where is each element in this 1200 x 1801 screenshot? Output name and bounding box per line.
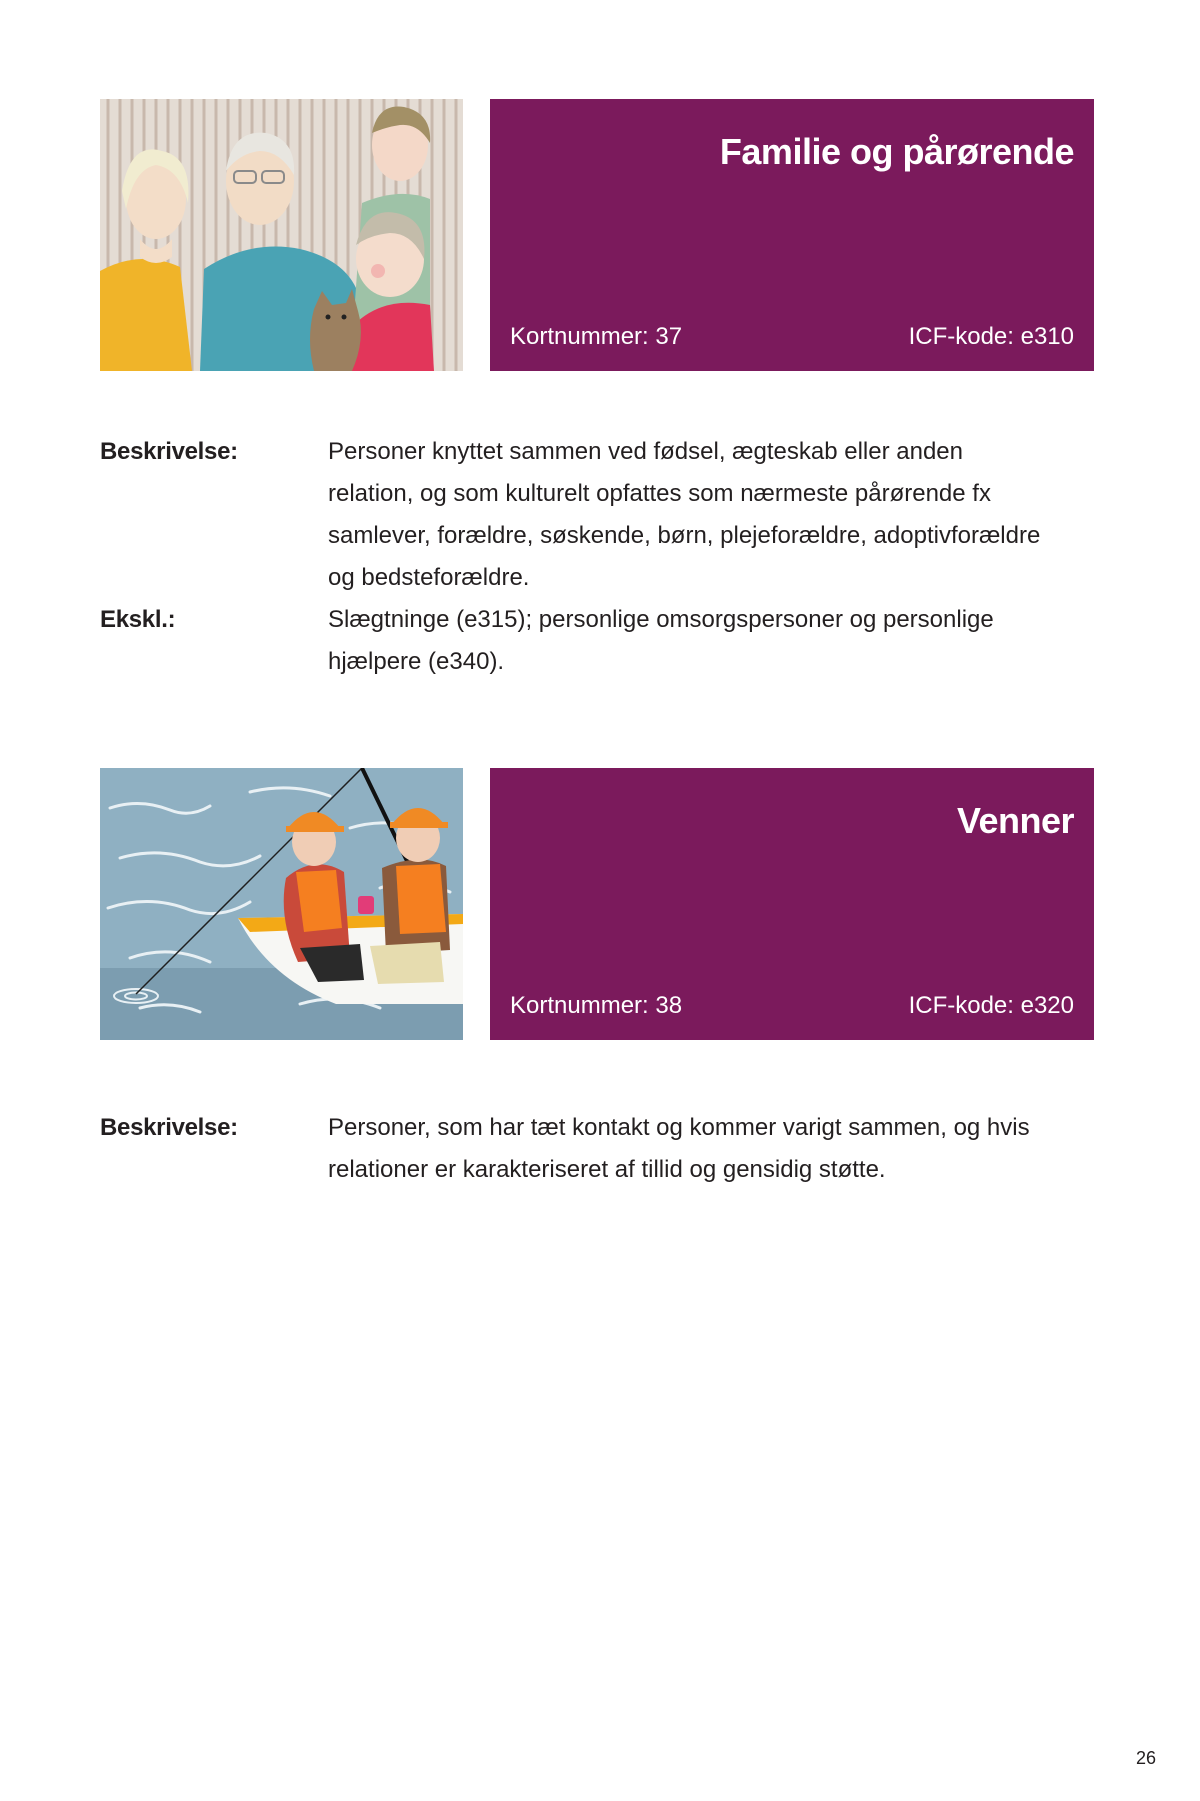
family-illustration [100,99,463,371]
icf-code: ICF-kode: e320 [908,992,1074,1019]
icf-code: ICF-kode: e310 [908,323,1074,350]
card-title: Venner [956,800,1074,841]
description-text [328,431,1094,599]
description-text [328,1107,1094,1191]
card-header-panel [490,99,1094,371]
text-line: Personer knyttet sammen ved fødsel, ægteskab eller anden [328,438,963,465]
exclusion-label: Ekskl.: [100,606,176,633]
text-line: og bedsteforældre. [328,564,530,591]
card-description-venner [100,1107,1094,1191]
card-description-familie [100,431,1094,683]
text-line: hjælpere (e340). [328,648,505,675]
text-line: Personer, som har tæt kontakt og kommer varigt sammen, og hvis [328,1114,1030,1141]
description-label: Beskrivelse: [100,1114,238,1141]
card-title: Familie og pårørende [719,131,1074,172]
text-line: relationer er karakteriseret af tillid og gensidig støtte. [328,1156,886,1183]
card-header-panel [490,768,1094,1040]
fishing-friends-illustration [100,768,463,1040]
text-line: Slægtninge (e315); personlige omsorgspersoner og personlige [328,606,994,633]
card-venner [100,768,1094,1040]
description-row [100,431,1094,599]
exclusion-row [100,599,1094,683]
text-line: samlever, forældre, søskende, børn, plejeforældre, adoptivforældre [328,522,1041,549]
description-row [100,1107,1094,1191]
card-number: Kortnummer: 38 [510,992,683,1019]
card-number: Kortnummer: 37 [510,323,683,350]
description-label: Beskrivelse: [100,438,238,465]
page-number: 26 [1135,1748,1156,1768]
exclusion-text [328,599,1094,683]
text-line: relation, og som kulturelt opfattes som nærmeste pårørende fx [328,480,991,507]
card-familie [100,99,1094,371]
